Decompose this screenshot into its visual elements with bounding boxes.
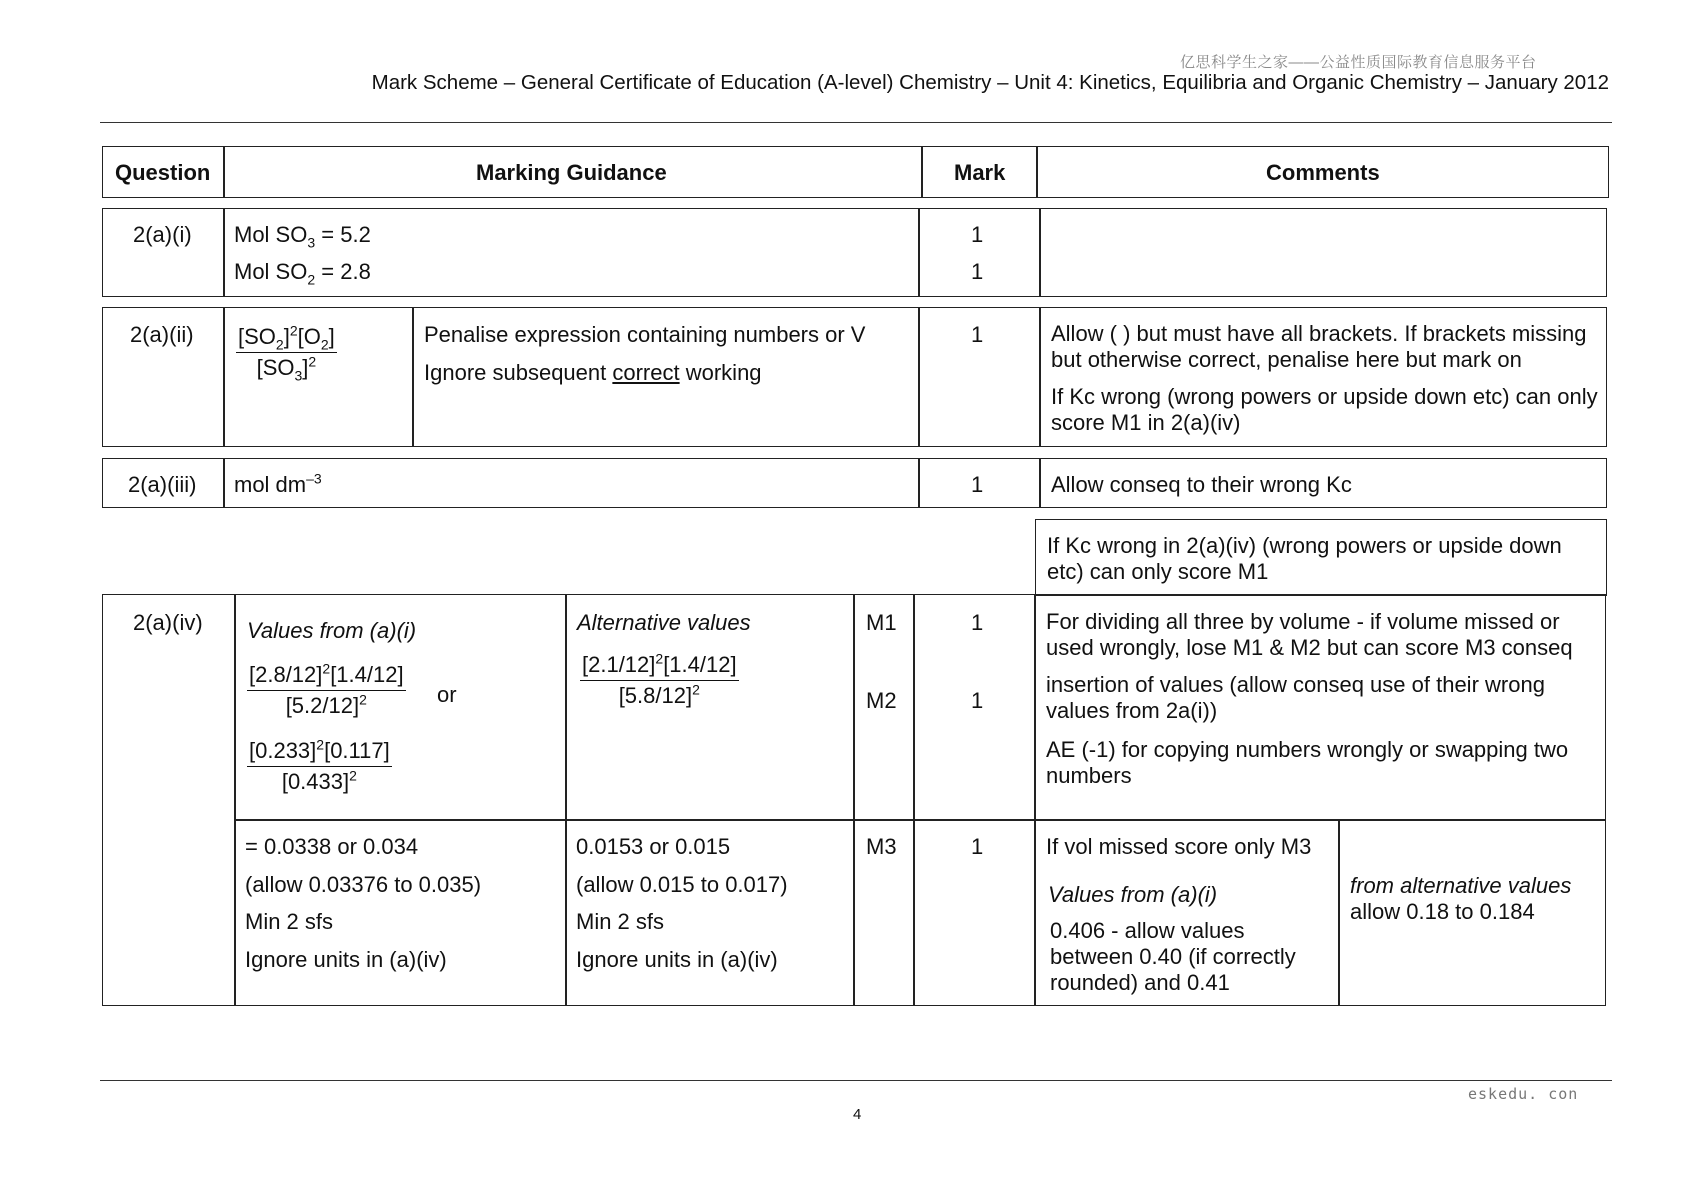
- m1-label: M1: [866, 610, 897, 635]
- result-text: Min 2 sfs: [245, 909, 334, 934]
- divider: [565, 594, 567, 1006]
- kc-expression: $\frac{[SO_2]^2[O_2]}{[SO_3]^2}$: [238, 322, 335, 384]
- comment-text: from alternative values: [1350, 873, 1572, 898]
- page-header: Mark Scheme – General Certificate of Education (A-level) Chemistry – Unit 4: Kinetics, Equilibria and Organic Chemistry – January 2012: [371, 71, 1609, 94]
- result-text: (allow 0.03376 to 0.035): [245, 872, 482, 897]
- footer-rule: [100, 1080, 1612, 1081]
- divider: [234, 819, 1606, 821]
- header-question: Question: [115, 160, 211, 185]
- divider: [223, 307, 225, 447]
- divider: [921, 146, 923, 198]
- divider: [918, 208, 920, 297]
- question-label: 2(a)(ii): [130, 322, 194, 347]
- comment-text: insertion of values (allow conseq use of their wrong values from 2a(i)): [1046, 672, 1545, 723]
- comment-text: Values from (a)(i): [1048, 882, 1218, 907]
- guidance-text: Ignore subsequent correct working: [424, 360, 762, 385]
- values-heading: Values from (a)(i): [247, 618, 417, 643]
- table-header: [102, 146, 1609, 198]
- mol-so2: Mol $SO_2 = 2.8$: [234, 259, 371, 288]
- m3-label: M3: [866, 834, 897, 859]
- watermark-top: 亿思科学生之家——公益性质国际教育信息服务平台: [1180, 54, 1537, 71]
- header-rule: [100, 122, 1612, 123]
- mark-value: 1: [971, 222, 984, 247]
- mark-value: 1: [971, 472, 984, 497]
- divider: [223, 208, 225, 297]
- comment-text: AE (-1) for copying numbers wrongly or swapping two numbers: [1046, 737, 1569, 788]
- mark-value: 1: [971, 259, 984, 284]
- comment-text: Allow conseq to their wrong Kc: [1051, 472, 1352, 497]
- result-text: 0.0153 or 0.015: [576, 834, 731, 859]
- divider: [412, 307, 414, 447]
- fraction-values: $\frac{[0.233]^2[0.117]}{[0.433]^2}$: [249, 736, 390, 795]
- header-guidance: Marking Guidance: [476, 160, 667, 185]
- header-mark: Mark: [954, 160, 1006, 185]
- result-text: Ignore units in (a)(iv): [576, 947, 778, 972]
- comment-text: 0.406 - allow values between 0.40 (if correctly rounded) and 0.41: [1050, 918, 1296, 995]
- m2-label: M2: [866, 688, 897, 713]
- header-comments: Comments: [1266, 160, 1380, 185]
- question-label: 2(a)(iv): [133, 610, 203, 635]
- divider: [223, 458, 225, 508]
- row-2aiii: [102, 458, 1607, 508]
- divider: [853, 594, 855, 1006]
- divider: [1039, 208, 1041, 297]
- result-text: Min 2 sfs: [576, 909, 665, 934]
- comment-text: If Kc wrong (wrong powers or upside down etc) can only score M1 in 2(a)(iv): [1051, 384, 1598, 435]
- result-text: (allow 0.015 to 0.017): [576, 872, 788, 897]
- divider: [1039, 458, 1041, 508]
- unit-text: mol $dm^{-3}$: [234, 470, 322, 497]
- question-label: 2(a)(iii): [128, 472, 197, 497]
- mark-value: 1: [971, 322, 984, 347]
- divider: [1036, 146, 1038, 198]
- watermark-bottom: eskedu. con: [1468, 1085, 1579, 1103]
- comment-text: If Kc wrong in 2(a)(iv) (wrong powers or upside down etc) can only score M1: [1047, 533, 1562, 584]
- comment-text: For dividing all three by volume - if volume missed or used wrongly, lose M1 & M2 but can score M3 conseq: [1046, 609, 1573, 660]
- divider: [223, 146, 225, 198]
- mark-value: 1: [971, 834, 984, 859]
- fraction-values: $\frac{[2.8/12]^2[1.4/12]}{[5.2/12]^2}$: [249, 660, 404, 719]
- guidance-text: Penalise expression containing numbers or V: [424, 322, 866, 347]
- result-text: = 0.0338 or 0.034: [245, 834, 419, 859]
- mol-so3: Mol $SO_3 = 5.2$: [234, 222, 371, 251]
- mark-value: 1: [971, 610, 984, 635]
- divider: [1338, 820, 1340, 1006]
- comment-text: allow 0.18 to 0.184: [1350, 899, 1535, 924]
- divider: [913, 594, 915, 1006]
- comment-text: Allow ( ) but must have all brackets. If brackets missing but otherwise correct, penalise here but mark on: [1051, 321, 1587, 372]
- divider: [1034, 594, 1036, 1006]
- comment-text: If vol missed score only M3: [1046, 834, 1312, 859]
- page-number: 4: [853, 1106, 862, 1123]
- or-text: or: [437, 682, 457, 707]
- divider: [918, 307, 920, 447]
- mark-value: 1: [971, 688, 984, 713]
- alt-heading: Alternative values: [577, 610, 751, 635]
- divider: [918, 458, 920, 508]
- divider: [234, 594, 236, 1006]
- divider: [1039, 307, 1041, 447]
- question-label: 2(a)(i): [133, 222, 192, 247]
- result-text: Ignore units in (a)(iv): [245, 947, 447, 972]
- fraction-alt-values: $\frac{[2.1/12]^2[1.4/12]}{[5.8/12]^2}$: [582, 650, 737, 709]
